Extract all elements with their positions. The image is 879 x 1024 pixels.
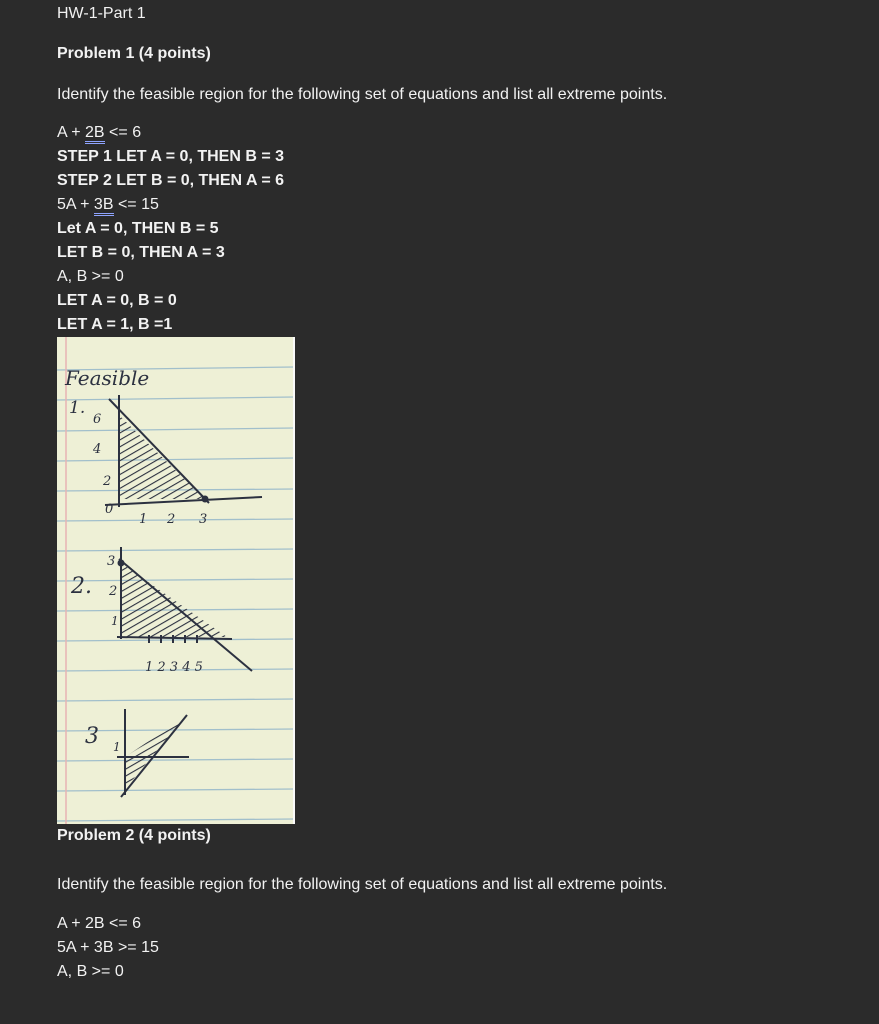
work-line-5: Let A = 0, THEN B = 5: [57, 220, 219, 237]
problem-1-heading: Problem 1 (4 points): [57, 45, 211, 62]
work-line-8: LET A = 0, B = 0: [57, 292, 177, 309]
problem-1-instruction: Identify the feasible region for the following set of equations and list all extreme points.: [57, 86, 668, 103]
graph-1-y-tick: 6: [93, 412, 102, 427]
highlighted-term: 3B: [93, 196, 114, 213]
problem-2-instruction: Identify the feasible region for the following set of equations and list all extreme points.: [57, 876, 668, 893]
graph-1-y-tick: 2: [103, 474, 112, 489]
graph-2-number: 2.: [71, 574, 92, 599]
graph-3: [117, 709, 189, 797]
graph-1: [105, 395, 262, 507]
graph-1-origin: 0: [105, 502, 114, 517]
work-line-1: A + 2B <= 6: [57, 124, 142, 141]
work-line-4: 5A + 3B <= 15: [57, 196, 159, 213]
ruled-lines: [57, 367, 294, 821]
work-line-9: LET A = 1, B =1: [57, 316, 173, 333]
handwritten-title: Feasible: [65, 366, 150, 390]
graph-1-x-tick: 3: [199, 512, 208, 527]
graph-3-y-tick: 1: [113, 740, 121, 754]
work-line-6: LET B = 0, THEN A = 3: [57, 244, 225, 261]
graph-2-x-ticks: 1 2 3 4 5: [145, 660, 203, 675]
graph-1-y-tick: 4: [93, 442, 102, 457]
graph-2-y-tick: 2: [109, 584, 118, 599]
work-line-2: STEP 1 LET A = 0, THEN B = 3: [57, 148, 285, 165]
graph-3-number: 3: [85, 724, 99, 749]
work-line-7: A, B >= 0: [57, 268, 124, 285]
graph-2-y-tick: 1: [111, 614, 119, 628]
problem-2-line-1: A + 2B <= 6: [57, 915, 142, 932]
problem-2-line-3: A, B >= 0: [57, 963, 124, 980]
graph-2-y-tick: 3: [107, 554, 116, 569]
graph-1-x-tick: 1: [139, 512, 148, 527]
work-line-3: STEP 2 LET B = 0, THEN A = 6: [57, 172, 285, 189]
document-title: HW-1-Part 1: [57, 5, 146, 22]
highlighted-term: 2B: [85, 124, 105, 141]
problem-2-heading: Problem 2 (4 points): [57, 827, 211, 844]
photo-edge: [293, 337, 295, 824]
graph-1-x-tick: 2: [167, 512, 176, 527]
handwritten-graph-photo: [57, 337, 294, 824]
problem-2-line-2: 5A + 3B >= 15: [57, 939, 159, 956]
graph-1-number: 1.: [69, 398, 86, 418]
